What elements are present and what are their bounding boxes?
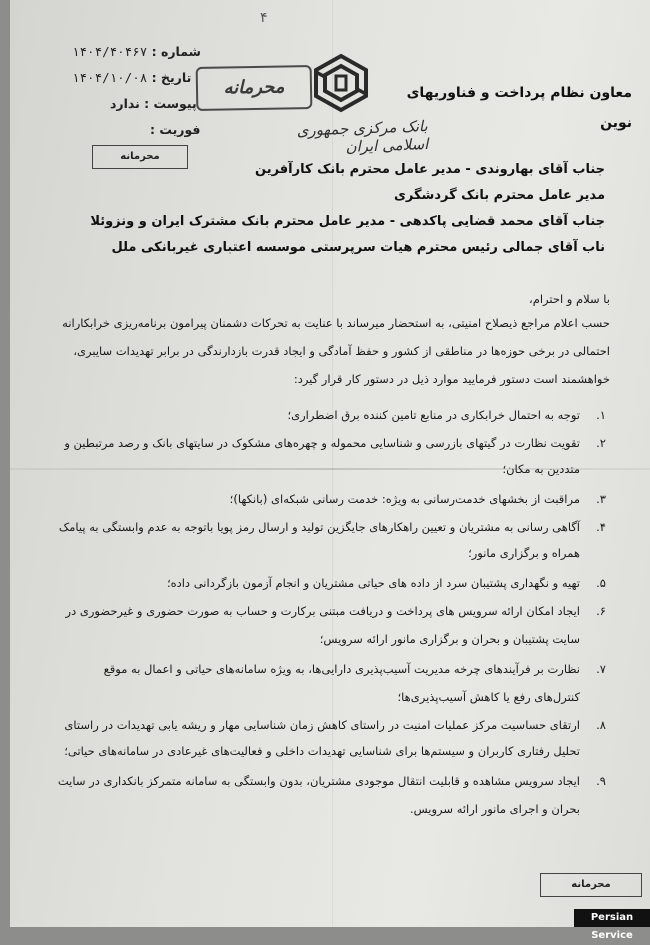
addressee-4: ناب آقای جمالی رئیس محترم هیات سرپرستی موسسه اعتباری غیربانکی ملل [112,240,606,255]
classification-box-bottom: محرمانه [540,873,642,897]
intro-line-1: حسب اعلام مراجع ذیصلاح امنیتی، به استحضار میرساند با عنایت به تحرکات دشمنان پیرامون برنامه‌ریزی خرابکارانه [62,316,610,330]
central-bank-logo-icon [310,52,372,114]
item-1-number: .۱ [596,408,606,422]
department-line-1: معاون نظام پرداخت و فناوریهای [407,78,632,108]
item-6-number: .۶ [596,604,606,618]
item-6-line-1: ایجاد امکان ارائه سرویس های پرداخت و دریافت مبتنی برکارت و حساب به صورت حضوری و غیرحضوری در [66,604,580,618]
department-heading [407,78,632,138]
number-label: شماره : [152,44,201,59]
date-label: تاریخ : [152,70,192,85]
item-5-line-1: تهیه و نگهداری پشتیبان سرد از داده های حیاتی مشتریان و انجام آزمون بازگردانی داده؛ [167,576,580,590]
bank-name-calligraphy: بانک مرکزی جمهوری اسلامی ایران [257,117,428,159]
source-watermark: Persian [574,909,650,927]
item-9-line-1: ایجاد سرویس مشاهده و قابلیت انتقال موجودی مشتریان، بدون وابستگی به سامانه متمرکز بانکداری در سایت [58,774,580,788]
item-3-number: .۳ [596,492,606,506]
date-value: ۱۴۰۴/۱۰/۰۸ [72,70,147,85]
item-8-line-1: ارتقای حساسیت مرکز عملیات امنیت در راستای کاهش زمان شناسایی مهار و ریشه یابی تهدیدات در راستای [64,718,580,732]
number-value: ۱۴۰۴/۴۰۴۶۷ [72,44,147,59]
date-row [72,70,191,85]
letter-page [10,0,650,927]
header-mark: ۴ [260,10,268,26]
attachment-row [110,96,197,111]
item-5-number: .۵ [596,576,606,590]
addressee-1: جناب آقای بهاروندی - مدیر عامل محترم بانک کارآفرین [255,162,605,177]
department-line-2: نوین [407,108,632,138]
item-2-line-1: تقویت نظارت در گیتهای بازرسی و شناسایی محموله و چهره‌های مشکوک در سایتهای بانک و رصد مرتبطین و [64,436,580,450]
item-9-line-2: بحران و اجرای مانور ارائه سرویس. [410,802,580,816]
item-4-line-2: همراه و برگزاری مانور؛ [468,546,580,560]
classification-box-top: محرمانه [92,145,188,169]
number-row [72,44,201,59]
item-3-line-1: مراقبت از بخشهای خدمت‌رسانی به ویژه: خدمت رسانی شبکه‌ای (بانکها)؛ [230,492,580,506]
item-2-line-2: متددین به مکان؛ [502,462,580,476]
urgency-label: فوریت : [150,122,201,137]
item-2-number: .۲ [596,436,606,450]
attachment-label: پیوست : [144,96,197,111]
intro-line-2: احتمالی در برخی حوزه‌ها در مناطقی از کشور و حفظ آمادگی و ایجاد قدرت بازدارندگی در برابر تهدیدات سایبری، [73,344,610,358]
attachment-value: ندارد [110,96,140,111]
intro-line-3: خواهشمند است دستور فرمایید موارد ذیل در دستور کار قرار گیرد: [294,372,610,386]
item-8-number: .۸ [596,718,606,732]
item-7-line-2: کنترل‌های رفع یا کاهش آسیب‌پذیری‌ها؛ [398,690,581,704]
item-8-line-2: تحلیل رفتاری کاربران و سیستم‌ها برای شناسایی تهدیدات داخلی و فعالیت‌های غیرعادی در سامانه‌های حیاتی؛ [64,744,580,758]
confidential-stamp: محرمانه [196,65,313,111]
greeting: با سلام و احترام، [529,292,610,306]
item-6-line-2: سایت پشتیبان و بحران و برگزاری مانور ارائه سرویس؛ [320,632,580,646]
addressee-2: مدیر عامل محترم بانک گردشگری [394,188,605,203]
item-7-line-1: نظارت بر فرآیندهای چرخه مدیریت آسیب‌پذیری دارایی‌ها، به ویژه سامانه‌های حیاتی و اعمال به موقع [104,662,580,676]
item-1-line-1: توجه به احتمال خرابکاری در منابع تامین کننده برق اضطراری؛ [287,408,580,422]
item-4-number: .۴ [596,520,606,534]
urgency-row [150,122,201,137]
item-4-line-1: آگاهی رسانی به مشتریان و تعیین راهکارهای جایگزین تولید و ارسال رمز پویا باتوجه به عدم وابستگی به پیامک [59,520,580,534]
addressee-3: جناب آقای محمد قضایی پاکدهی - مدیر عامل محترم بانک مشترک ایران و ونزوئلا [90,214,605,229]
item-7-number: .۷ [596,662,606,676]
item-9-number: .۹ [596,774,606,788]
